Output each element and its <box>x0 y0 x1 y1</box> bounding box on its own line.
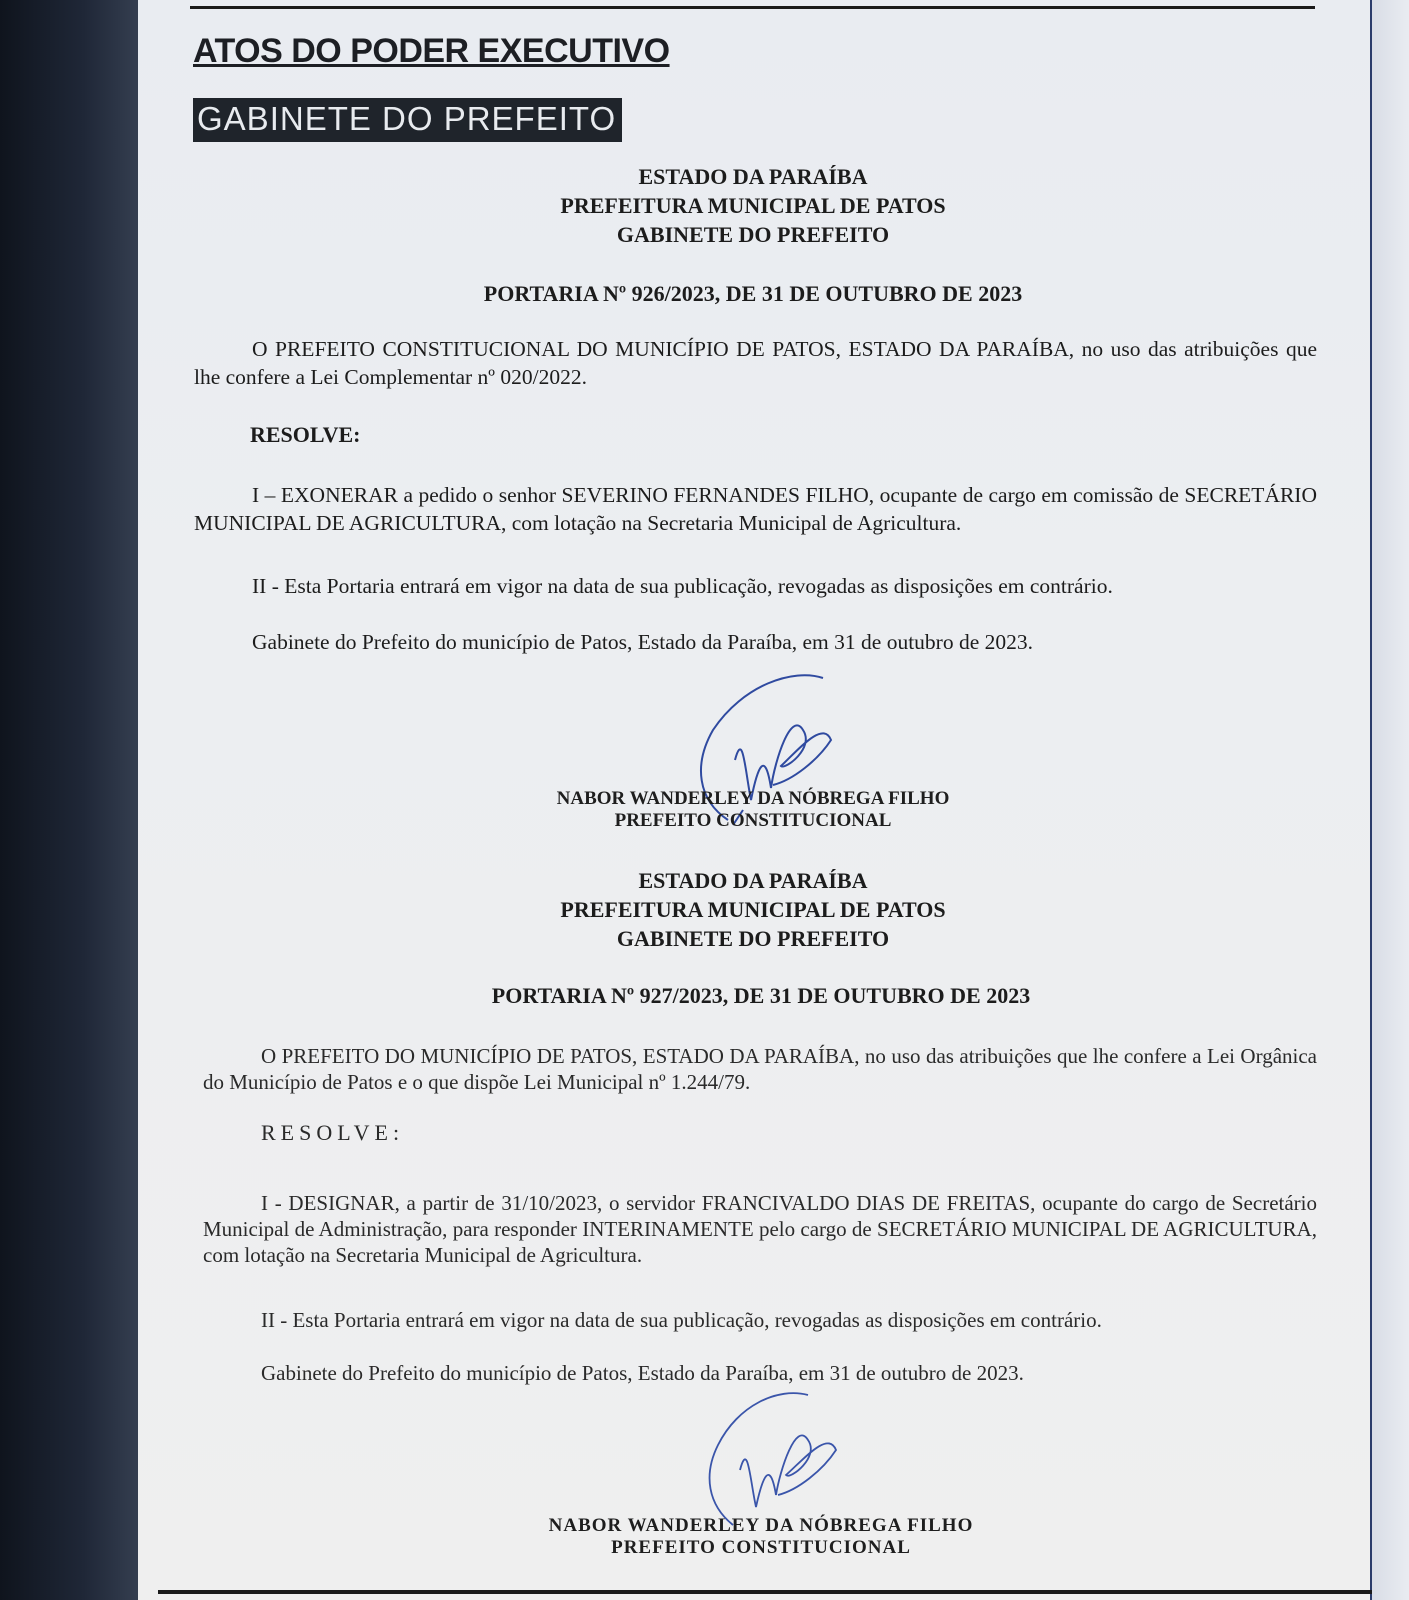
signer-role: PREFEITO CONSTITUCIONAL <box>611 1537 911 1558</box>
header-line: GABINETE DO PREFEITO <box>616 926 890 951</box>
portaria-1-item-2: II - Esta Portaria entrará em vigor na data de sua publicação, revogadas as disposições em contrário. <box>252 574 1113 598</box>
header-line: PREFEITURA MUNICIPAL DE PATOS <box>560 193 946 218</box>
portaria-1-closing: Gabinete do Prefeito do município de Patos, Estado da Paraíba, em 31 de outubro de 2023. <box>252 630 1033 654</box>
gazette-page <box>138 0 1372 1600</box>
portaria-2-header <box>178 866 1328 953</box>
portaria-2-item-1: I - DESIGNAR, a partir de 31/10/2023, o servidor FRANCIVALDO DIAS DE FREITAS, ocupante do cargo de Secretário Municipal de Administração, para responder INTERINAMENTE pelo cargo de SECRETÁRIO MUNICIPAL DE AGRICULTURA, com lotação na Secretaria Municipal de Agricultura. <box>203 1191 1317 1267</box>
header-line: ESTADO DA PARAÍBA <box>638 868 868 893</box>
signer-name: NABOR WANDERLEY DA NÓBREGA FILHO <box>556 788 950 809</box>
screen-bezel-right <box>1372 0 1409 1600</box>
portaria-1-resolve: RESOLVE: <box>250 422 361 447</box>
portaria-2-closing: Gabinete do Prefeito do município de Patos, Estado da Paraíba, em 31 de outubro de 2023. <box>261 1361 1024 1385</box>
section-subtitle: GABINETE DO PREFEITO <box>193 98 622 142</box>
portaria-1-item-1: I – EXONERAR a pedido o senhor SEVERINO FERNANDES FILHO, ocupante de cargo em comissão de SECRETÁRIO MUNICIPAL DE AGRICULTURA, com lotação na Secretaria Municipal de Agricultura. <box>194 483 1317 535</box>
portaria-2-preamble: O PREFEITO DO MUNICÍPIO DE PATOS, ESTADO DA PARAÍBA, no uso das atribuições que lhe confere a Lei Orgânica do Município de Patos e o que dispõe Lei Municipal nº 1.244/79. <box>203 1044 1317 1094</box>
header-line: GABINETE DO PREFEITO <box>616 222 890 247</box>
portaria-1-signer <box>178 788 1328 832</box>
portaria-2-title: PORTARIA Nº 927/2023, DE 31 DE OUTUBRO DE 2023 <box>491 983 1031 1008</box>
signature-2 <box>678 1385 858 1535</box>
portaria-1-title: PORTARIA Nº 926/2023, DE 31 DE OUTUBRO DE 2023 <box>483 281 1023 306</box>
header-line: ESTADO DA PARAÍBA <box>638 164 868 189</box>
top-rule <box>190 6 1315 9</box>
section-title: ATOS DO PODER EXECUTIVO <box>193 32 670 70</box>
signer-name: NABOR WANDERLEY DA NÓBREGA FILHO <box>548 1515 974 1536</box>
portaria-1-preamble: O PREFEITO CONSTITUCIONAL DO MUNICÍPIO DE PATOS, ESTADO DA PARAÍBA, no uso das atribuições que lhe confere a Lei Complementar nº 020/2022. <box>194 337 1317 389</box>
portaria-2-item-2: II - Esta Portaria entrará em vigor na data de sua publicação, revogadas as disposições em contrário. <box>261 1308 1102 1332</box>
portaria-2-signer <box>186 1515 1336 1559</box>
portaria-2-resolve: RESOLVE: <box>261 1120 405 1145</box>
signer-role: PREFEITO CONSTITUCIONAL <box>614 810 892 831</box>
header-line: PREFEITURA MUNICIPAL DE PATOS <box>560 897 946 922</box>
bottom-rule <box>158 1590 1372 1594</box>
screen-bezel-left <box>0 0 152 1600</box>
portaria-1-header <box>178 162 1328 249</box>
